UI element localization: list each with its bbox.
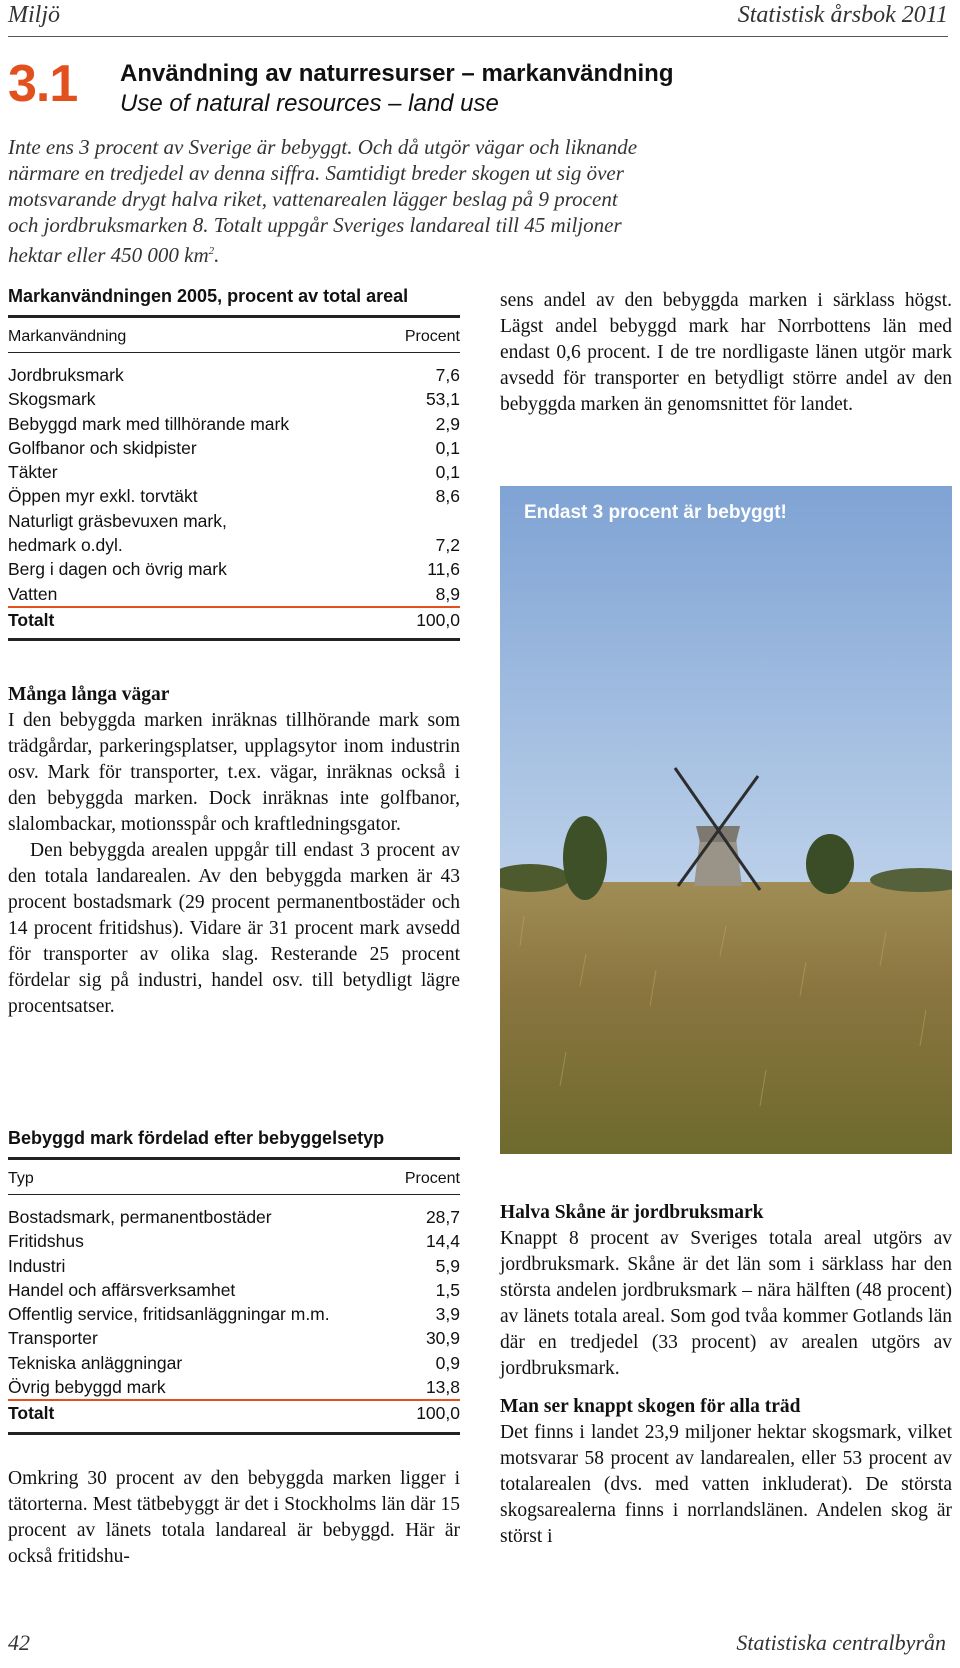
row-label: Bostadsmark, permanentbostäder xyxy=(8,1207,272,1227)
row-label: Vatten xyxy=(8,583,58,604)
table-row xyxy=(8,387,460,411)
windmill-field-photo xyxy=(500,486,952,1154)
land-use-table-body xyxy=(8,363,460,606)
row-label: Offentlig service, fritidsanläggningar m.m. xyxy=(8,1304,330,1325)
photo-image xyxy=(500,486,952,1154)
table-header-rule xyxy=(8,352,460,353)
running-header-right: Statistisk årsbok 2011 xyxy=(737,2,948,28)
column-header-type: Typ xyxy=(8,1170,34,1187)
heading-half-skane: Halva Skåne är jordbruksmark xyxy=(500,1202,764,1223)
paragraph-holiday-homes: sens andel av den bebyggda marken i särklass högst. Lägst andel bebyggd mark har Norrbottens län med endast 0,6 procent. I de tre nordligaste länen utgör mark avsedd för transporter en betydligt större andel av den bebyggda marken än genomsnittet för landet. xyxy=(500,290,952,415)
column-header-percent: Procent xyxy=(404,328,460,345)
row-value: 3,9 xyxy=(435,1304,460,1325)
column-header-type: Markanvändning xyxy=(8,328,127,345)
paragraph-forest-land: Det finns i landet 23,9 miljoner hektar skogsmark, vilket motsvarar 58 procent av landarealen, eller 53 procent av totalarealen (dvs. med vatten inkluderat). De största skogsarealerna finns i norrlandslänen. Andelen skog är störst i xyxy=(500,1422,952,1547)
total-label: Totalt xyxy=(8,1403,55,1424)
left-text-bottom xyxy=(8,1466,460,1570)
row-value: 0,1 xyxy=(435,437,460,458)
section-number: 3.1 xyxy=(8,55,78,113)
row-label: Industri xyxy=(8,1255,66,1276)
land-use-table-title: Markanvändningen 2005, procent av total areal xyxy=(8,286,409,306)
total-value: 100,0 xyxy=(416,609,460,630)
header-rule xyxy=(8,36,948,37)
table-row xyxy=(8,412,460,436)
row-value: 0,9 xyxy=(435,1352,460,1373)
row-label: hedmark o.dyl. xyxy=(8,535,123,556)
lead-text: Inte ens 3 procent av Sverige är bebyggt. Och då utgör vägar och liknande närmare en tredjedel av denna siffra. Samtidigt breder skogen ut sig över motsvarande drygt halva riket, vattenarealen lägger beslag på 9 procent och jordbruksmarken 8. Totalt uppgår Sveriges landareal till 45 miljoner hektar eller 450 000 km xyxy=(8,135,638,267)
built-land-table xyxy=(8,1128,460,1435)
row-label: Naturligt gräsbevuxen mark, xyxy=(8,510,227,531)
right-text-top xyxy=(500,288,952,418)
row-value: 2,9 xyxy=(435,413,460,434)
table-total-row xyxy=(8,608,460,632)
land-use-table xyxy=(8,286,460,641)
row-value: 53,1 xyxy=(425,389,460,410)
row-value: 7,2 xyxy=(435,535,460,556)
row-label: Golfbanor och skidpister xyxy=(8,437,197,458)
row-label: Övrig bebyggd mark xyxy=(8,1377,166,1398)
built-land-table-body xyxy=(8,1205,460,1399)
table-row xyxy=(8,557,460,581)
row-label: Skogsmark xyxy=(8,389,96,410)
row-value: 0,1 xyxy=(435,462,460,483)
table-row xyxy=(8,363,460,387)
heading-forest: Man ser knappt skogen för alla träd xyxy=(500,1396,801,1417)
lead-paragraph xyxy=(8,134,648,268)
row-value: 8,9 xyxy=(435,583,460,604)
paragraph-built-land: I den bebyggda marken inräknas tillhörande mark som trädgårdar, parkeringsplatser, upplagsytor inom industrin osv. Mark för transporter, t.ex. vägar, inräknas också i den bebyggda marken. Dock inräknas inte golfbanor, slalombackar, motionsspår och kraftledningsgator. xyxy=(8,710,460,835)
row-value: 28,7 xyxy=(425,1207,460,1227)
paragraph-urban-areas: Omkring 30 procent av den bebyggda marken ligger i tätorterna. Mest tätbebyggt är det i Stockholms län där 15 procent av länets totala landareal är bebyggd. Här är också fritidshu- xyxy=(8,1468,460,1567)
row-value: 11,6 xyxy=(427,559,460,580)
table-total-row xyxy=(8,1401,460,1425)
page-number: 42 xyxy=(8,1630,30,1655)
land-use-table-header xyxy=(8,318,460,352)
table-row xyxy=(8,1326,460,1350)
table-row xyxy=(8,1205,460,1229)
table-row xyxy=(8,436,460,460)
table-row xyxy=(8,1302,460,1326)
row-value: 13,8 xyxy=(425,1377,460,1398)
row-value: 14,4 xyxy=(425,1231,460,1252)
table-bottom-rule xyxy=(8,638,460,641)
table-row xyxy=(8,484,460,508)
photo-caption: Endast 3 procent är bebyggt! xyxy=(524,502,787,523)
row-label: Transporter xyxy=(8,1328,98,1349)
table-row xyxy=(8,1375,460,1399)
row-value: 30,9 xyxy=(425,1328,460,1349)
table-row xyxy=(8,1278,460,1302)
column-header-percent: Procent xyxy=(404,1170,460,1187)
row-label: Öppen myr exkl. torvtäkt xyxy=(8,486,198,507)
table-row xyxy=(8,1351,460,1375)
row-label: Bebyggd mark med tillhörande mark xyxy=(8,413,290,434)
total-label: Totalt xyxy=(8,609,55,630)
row-label: Tekniska anläggningar xyxy=(8,1352,183,1373)
row-label: Täkter xyxy=(8,462,58,483)
row-value: 7,6 xyxy=(435,365,460,385)
running-header-left: Miljö xyxy=(8,2,60,28)
table-row xyxy=(8,509,460,533)
right-text-bottom xyxy=(500,1200,952,1550)
paragraph-built-area-share: Den bebyggda arealen uppgår till endast 3 procent av den totala landarealen. Av den bebyggda marken är 43 procent bostadsmark (29 procent permanentbostäder och 14 procent fritidshus). Vidare är 31 procent mark avsedd för transporter av olika slag. Resterande 25 procent fördelar sig på industri, handel osv. till betydligt lägre procentsatser. xyxy=(8,840,460,1017)
row-label: Berg i dagen och övrig mark xyxy=(8,559,227,580)
row-label: Fritidshus xyxy=(8,1231,84,1252)
table-header-rule xyxy=(8,1194,460,1195)
table-row xyxy=(8,1229,460,1253)
row-value: 5,9 xyxy=(435,1255,460,1276)
lead-superscript: 2 xyxy=(208,245,215,257)
heading-many-roads: Många långa vägar xyxy=(8,684,170,705)
paragraph-agricultural-land: Knappt 8 procent av Sveriges totala areal utgörs av jordbruksmark. Skåne är det län som i särklass har den största andelen jordbruksmark – nära hälften (48 procent) av länets totala areal. Som god tvåa kommer Gotlands län där en tredjedel (33 procent) av arealen utgörs av jordbruksmark. xyxy=(500,1228,952,1379)
table-bottom-rule xyxy=(8,1432,460,1435)
built-land-table-title: Bebyggd mark fördelad efter bebyggelsetyp xyxy=(8,1128,385,1148)
row-label: Jordbruksmark xyxy=(8,365,124,385)
section-title: Användning av naturresurser – markanvändning xyxy=(120,60,674,87)
table-row xyxy=(8,582,460,606)
total-value: 100,0 xyxy=(416,1403,460,1424)
row-value: 1,5 xyxy=(435,1279,460,1300)
section-subtitle: Use of natural resources – land use xyxy=(120,90,499,117)
table-row xyxy=(8,533,460,557)
table-row xyxy=(8,460,460,484)
built-land-table-header xyxy=(8,1160,460,1194)
lead-end: . xyxy=(214,243,220,267)
publisher-footer: Statistiska centralbyrån xyxy=(736,1630,946,1655)
row-label: Handel och affärsverksamhet xyxy=(8,1279,236,1300)
left-text-column xyxy=(8,682,460,1020)
table-row xyxy=(8,1254,460,1278)
row-value: 8,6 xyxy=(435,486,460,507)
